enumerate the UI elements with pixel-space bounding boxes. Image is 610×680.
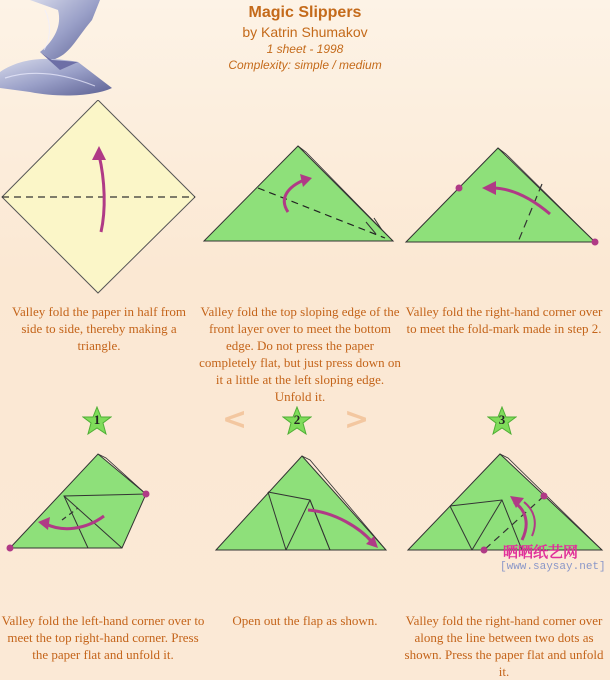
step-4-caption: Valley fold the left-hand corner over to meet the top right-hand corner. Press the paper flat and unfold it. bbox=[1, 613, 205, 662]
page-title: Magic Slippers bbox=[248, 4, 362, 21]
step-2-diagram bbox=[200, 142, 400, 248]
step-6-caption: Valley fold the right-hand corner over along the line between two dots as shown. Press the paper flat and unfold it. bbox=[404, 613, 604, 679]
slipper-photo bbox=[0, 0, 115, 100]
watermark-url[interactable]: [www.saysay.net] bbox=[500, 561, 606, 573]
step-2-number: 2 bbox=[293, 412, 301, 427]
step-3-number: 3 bbox=[498, 412, 506, 427]
step-5-diagram bbox=[210, 450, 390, 556]
watermark-site-name bbox=[503, 541, 578, 562]
step-4-diagram bbox=[0, 450, 200, 560]
step-3-badge bbox=[487, 406, 517, 436]
sheet-info: 1 sheet - 1998 bbox=[266, 42, 344, 56]
step-5-caption: Open out the flap as shown. bbox=[232, 613, 378, 628]
step-2-badge bbox=[282, 406, 312, 436]
step-3-caption: Valley fold the right-hand corner over to meet the fold-mark made in step 2. bbox=[405, 304, 603, 336]
step-1-caption: Valley fold the paper in half from side to side, thereby making a triangle. bbox=[12, 304, 186, 353]
step-1-diagram bbox=[0, 100, 200, 300]
author-line: by Katrin Shumakov bbox=[242, 24, 368, 40]
step-3-diagram bbox=[400, 142, 605, 252]
prev-arrow-button[interactable]: < bbox=[222, 402, 248, 437]
step-1-number: 1 bbox=[93, 412, 101, 427]
watermark-site-name-text: 晒晒纸艺网 bbox=[503, 543, 579, 561]
next-arrow-button[interactable]: > bbox=[344, 402, 370, 437]
step-2-caption: Valley fold the top sloping edge of the front layer over to meet the bottom edge. Do not press the paper completely flat, but just press down on it a little at the left sloping edge. Unfold it. bbox=[199, 304, 401, 404]
step-1-badge bbox=[82, 406, 112, 436]
complexity-info: Complexity: simple / medium bbox=[228, 58, 382, 72]
